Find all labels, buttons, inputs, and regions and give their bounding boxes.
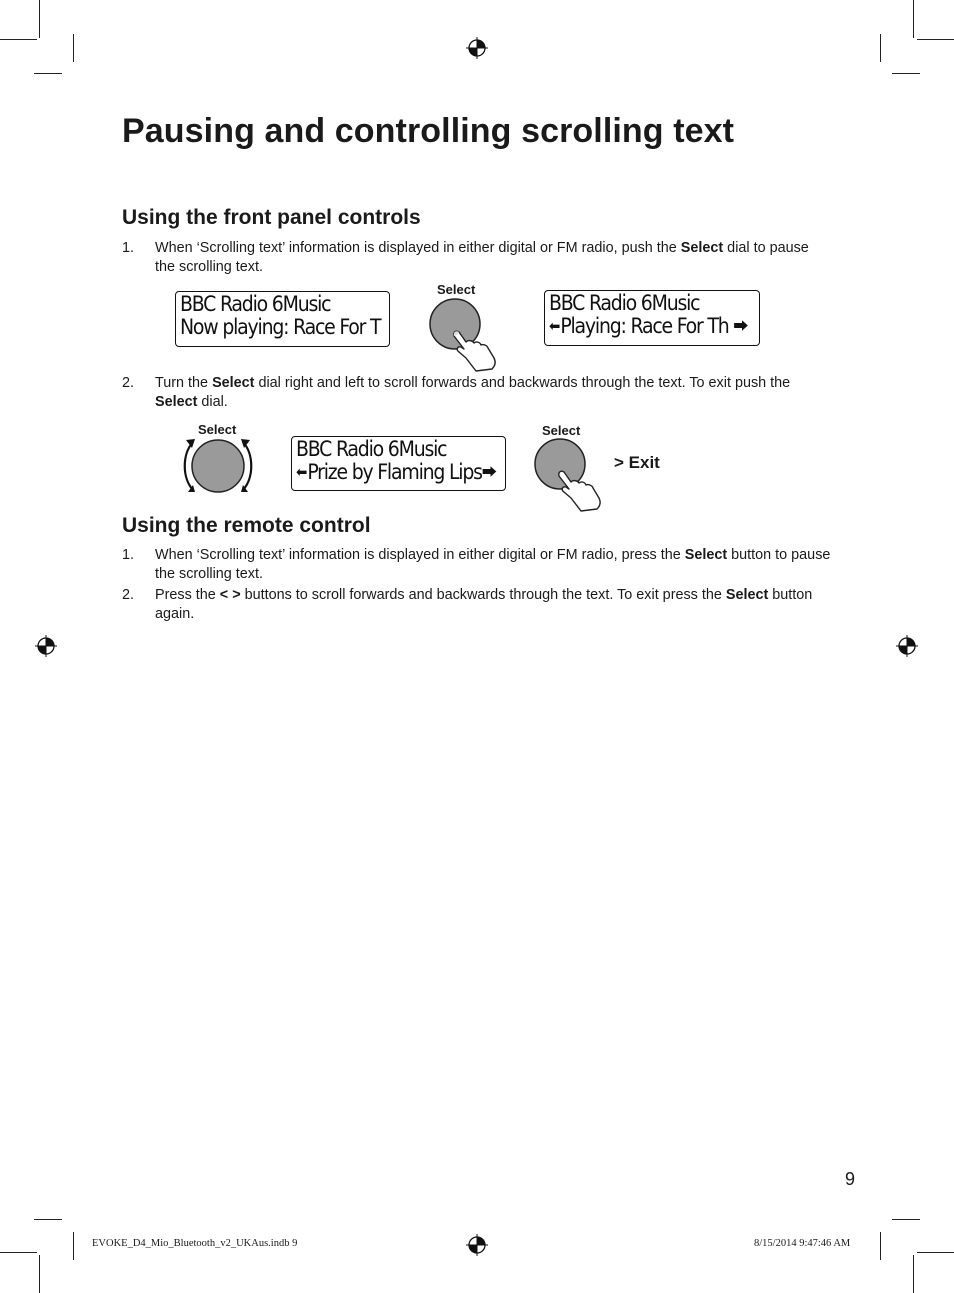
- page-number: 9: [845, 1169, 856, 1189]
- registration-mark-icon: [466, 1234, 488, 1256]
- scroll-right-arrow-icon: ⮕: [481, 463, 497, 481]
- step-text: Turn the Select dial right and left to scroll forwards and backwards through the text. To exit push the Select dial.: [155, 375, 791, 410]
- lcd-display-scrolled: [291, 436, 506, 491]
- front-panel-step-1: [122, 239, 832, 276]
- registration-mark-icon: [35, 635, 57, 657]
- section-heading-front-panel: Using the front panel controls: [122, 206, 421, 229]
- remote-step-2: [122, 586, 832, 623]
- step-number: 2.: [122, 587, 135, 603]
- print-slug-filename: EVOKE_D4_Mio_Bluetooth_v2_UKAus.indb 9: [92, 1238, 298, 1249]
- lcd-line-1: BBC Radio 6Music: [549, 291, 700, 315]
- section-heading-remote: Using the remote control: [122, 514, 371, 537]
- step-text: When ‘Scrolling text’ information is displayed in either digital or FM radio, press the Select button to pause the scrolling text.: [155, 547, 831, 582]
- print-slug-datetime: 8/15/2014 9:47:46 AM: [754, 1238, 851, 1249]
- step-text: Press the < > buttons to scroll forwards and backwards through the text. To exit press the Select button again.: [155, 587, 813, 622]
- select-dial-label: Select: [437, 282, 476, 297]
- page-title: Pausing and controlling scrolling text: [122, 112, 735, 150]
- scroll-left-arrow-icon: ⬅: [549, 317, 561, 335]
- step-number: 2.: [122, 375, 135, 391]
- lcd-line-1: BBC Radio 6Music: [296, 437, 447, 461]
- scroll-right-arrow-icon: ⮕: [733, 317, 749, 335]
- lcd-line-2: Prize by Flaming Lips: [307, 460, 482, 484]
- registration-mark-icon: [896, 635, 918, 657]
- step-text: When ‘Scrolling text’ information is displayed in either digital or FM radio, push the Select dial to pause the scrolling text.: [155, 240, 809, 275]
- lcd-line-2: Now playing: Race For T: [180, 315, 381, 339]
- registration-mark-icon: [466, 37, 488, 59]
- hand-press-dial-icon: [426, 296, 502, 372]
- select-dial-label: Select: [542, 423, 581, 438]
- lcd-line-1: BBC Radio 6Music: [180, 292, 331, 316]
- lcd-display-scrolling: [175, 291, 390, 347]
- exit-label: > Exit: [614, 453, 660, 472]
- remote-step-1: [122, 546, 832, 583]
- hand-press-dial-icon: [531, 436, 607, 512]
- front-panel-step-2: [122, 374, 832, 411]
- scroll-left-arrow-icon: ⬅: [296, 463, 308, 481]
- step-number: 1.: [122, 240, 135, 256]
- lcd-display-paused: [544, 290, 760, 346]
- rotate-dial-icon: [180, 436, 258, 496]
- select-dial-label: Select: [198, 422, 237, 437]
- lcd-line-2: Playing: Race For Th: [560, 314, 729, 338]
- step-number: 1.: [122, 547, 135, 563]
